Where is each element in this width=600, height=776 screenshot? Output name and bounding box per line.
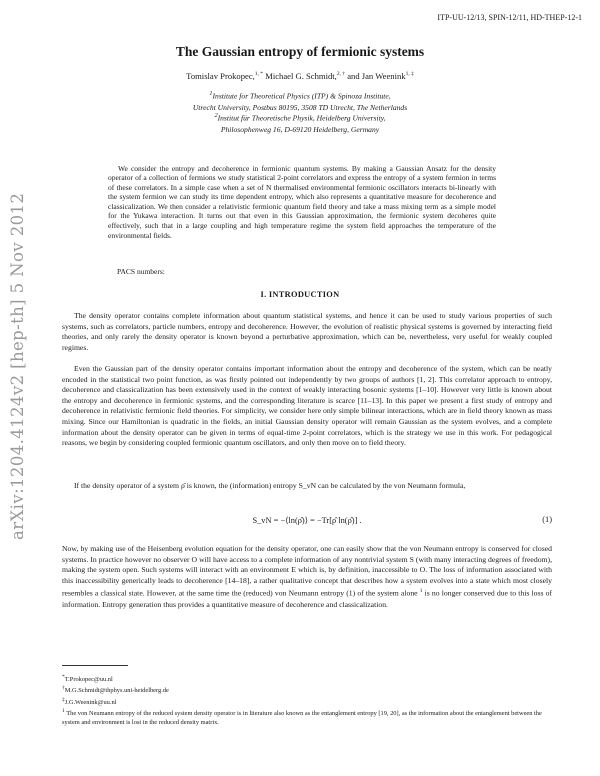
author-name: Michael G. Schmidt, <box>265 71 337 81</box>
paragraph-2: Even the Gaussian part of the density operator contains important information about the entropy and decoherence of the system, which can be neatly encoded in the statistical two point function, as was firstly pointed out independently by two groups of authors [1, 2]. This correlator approach to entropy, decoherence and classicalization has been extensively used in the context of weakly interacting bosonic systems [1–10]. However very little is known about the entropy and decoherence in fermionic systems, and the corresponding literature is scarce [11–13]. In this paper we present a first study of entropy and decoherence in relativistic fermionic field theories. For simplicity, we consider here only simple bilinear interactions, which are in field theory known as mass mixing. Since our Hamiltonian is quadratic in the fields, an initial Gaussian density operator will remain Gaussian as the system evolves, and a complete information about the density operator can be given in terms of equal-time 2-point correlators, which is the strategy we use in this work. For pedagogical reasons, we begin by considering coupled fermionic quantum oscillators, and only then move on to field theory. <box>62 364 552 448</box>
affiliation-line: Institut für Theoretische Physik, Heidelberg University, <box>217 113 386 123</box>
author-mark: 1, ‡ <box>405 71 414 78</box>
affiliation-mark: 2 <box>214 112 218 119</box>
paper-title: The Gaussian entropy of fermionic systems <box>175 44 425 59</box>
arxiv-stamp: arXiv:1204.4124v2 [hep-th] 5 Nov 2012 <box>8 192 27 540</box>
footnote-email <box>62 684 552 695</box>
footnote-mark: ‡ <box>62 696 65 703</box>
footnote-text: T.Prokopec@uu.nl <box>64 676 113 684</box>
section-heading: I. INTRODUCTION <box>260 290 340 299</box>
footnote-rule <box>62 665 128 666</box>
affiliation-line: Philosophenweg 16, D-69120 Heidelberg, Germany <box>220 124 380 134</box>
report-numbers: ITP-UU-12/13, SPIN-12/11, HD-THEP-12-1 <box>437 13 582 22</box>
footnote-text: The von Neumann entropy of the reduced system density operator is in literature also known as the entanglement entropy [19, 20], as the information about the entanglement between the system and environment is lost in the reduced density matrix. <box>62 710 542 726</box>
affiliation-1 <box>0 88 600 113</box>
paragraph-3: If the density operator of a system ρ̂ is known, the (information) entropy S_vN can be calculated by the von Neumann formula, <box>74 481 466 490</box>
footnote-text: M.G.Schmidt@thphys.uni-heidelberg.de <box>64 687 169 695</box>
affiliation-mark: 1 <box>209 90 213 97</box>
abstract: We consider the entropy and decoherence in fermionic quantum systems. By making a Gaussian Ansatz for the density operator of a collection of fermions we study statistical 2-point correlators and express the entropy of a system fermion in terms of these correlators. In a simple case when a set of N thermalised environmental fermionic oscillators interacts bi-linearly with the system fermion we can study its time dependent entropy, which also represents a quantitative measure for decoherence and classicalization. We then consider a relativistic fermionic quantum field theory and take a mass mixing term as a simple model for the Yukawa interaction. It turns out that even in this Gaussian approximation, the fermionic system decoheres quite effectively, such that in a large coupling and high temperature regime the system field approaches the temperature of the environmental fields. <box>108 163 496 240</box>
paragraph-1: The density operator contains complete information about quantum statistical systems, and hence it can be used to study various properties of such systems, such as correlators, particle numbers, entropy and decoherence. However, the evolution of realistic physical systems is governed by interacting field theories, and only rarely the density operator is known beyond a perturbative approximation, which can be, nevertheless, very useful for weakly coupled regimes. <box>62 311 552 352</box>
footnote-ref: 1 <box>419 588 423 595</box>
equation-body: S_vN = −⟨ln(ρ̂)⟩ = −Tr[ρ̂ ln(ρ̂)] . <box>252 516 362 525</box>
footnote-mark: * <box>62 674 65 680</box>
pacs-numbers: PACS numbers: <box>117 267 165 276</box>
affiliation-line: Institute for Theoretical Physics (ITP) & Spinoza Institute, <box>212 91 391 101</box>
footnote-note <box>62 707 552 727</box>
footnote-text: J.G.Weenink@uu.nl <box>64 698 117 706</box>
footnote-email <box>62 696 552 707</box>
paragraph-4-text-b: is no longer conserved due to this loss of information. Entropy generation thus provides a quantitative measure of decoherence and classicalization. <box>62 588 553 609</box>
footnote-email <box>62 673 552 684</box>
footnote-mark: 1 <box>62 707 65 714</box>
author-name: and Jan Weenink <box>347 71 406 81</box>
equation-number: (1) <box>542 515 552 524</box>
paragraph-4-text-a: Now, by making use of the Heisenberg evolution equation for the density operator, one can easily show that the von Neumann entropy is conserved for closed systems. In practice however no observer O will have access to a complete information of any nontrivial system S (with many interacting degrees of freedom), making the system open. Such systems will interact with an environment E which is, by definition, inaccessible to O. The loss of information associated with this inaccessibility generically leads to decoherence [14–18], a rather qualitative concept that describes how a system evolves into a state which most closely resembles a classical state. However, at the same time the (reduced) von Neumann entropy (1) of the system alone <box>62 544 552 598</box>
footnote-mark: † <box>62 685 65 692</box>
affiliation-line: Utrecht University, Postbus 80195, 3508 TD Utrecht, The Netherlands <box>192 102 408 112</box>
author-name: Tomislav Prokopec, <box>186 71 255 81</box>
paragraph-4 <box>62 544 552 610</box>
equation-1 <box>62 515 552 529</box>
footnotes <box>62 673 552 727</box>
author-mark: 1, * <box>254 71 264 78</box>
affiliation-2 <box>0 110 600 135</box>
author-list <box>0 71 600 81</box>
author-mark: 2, † <box>336 71 346 78</box>
